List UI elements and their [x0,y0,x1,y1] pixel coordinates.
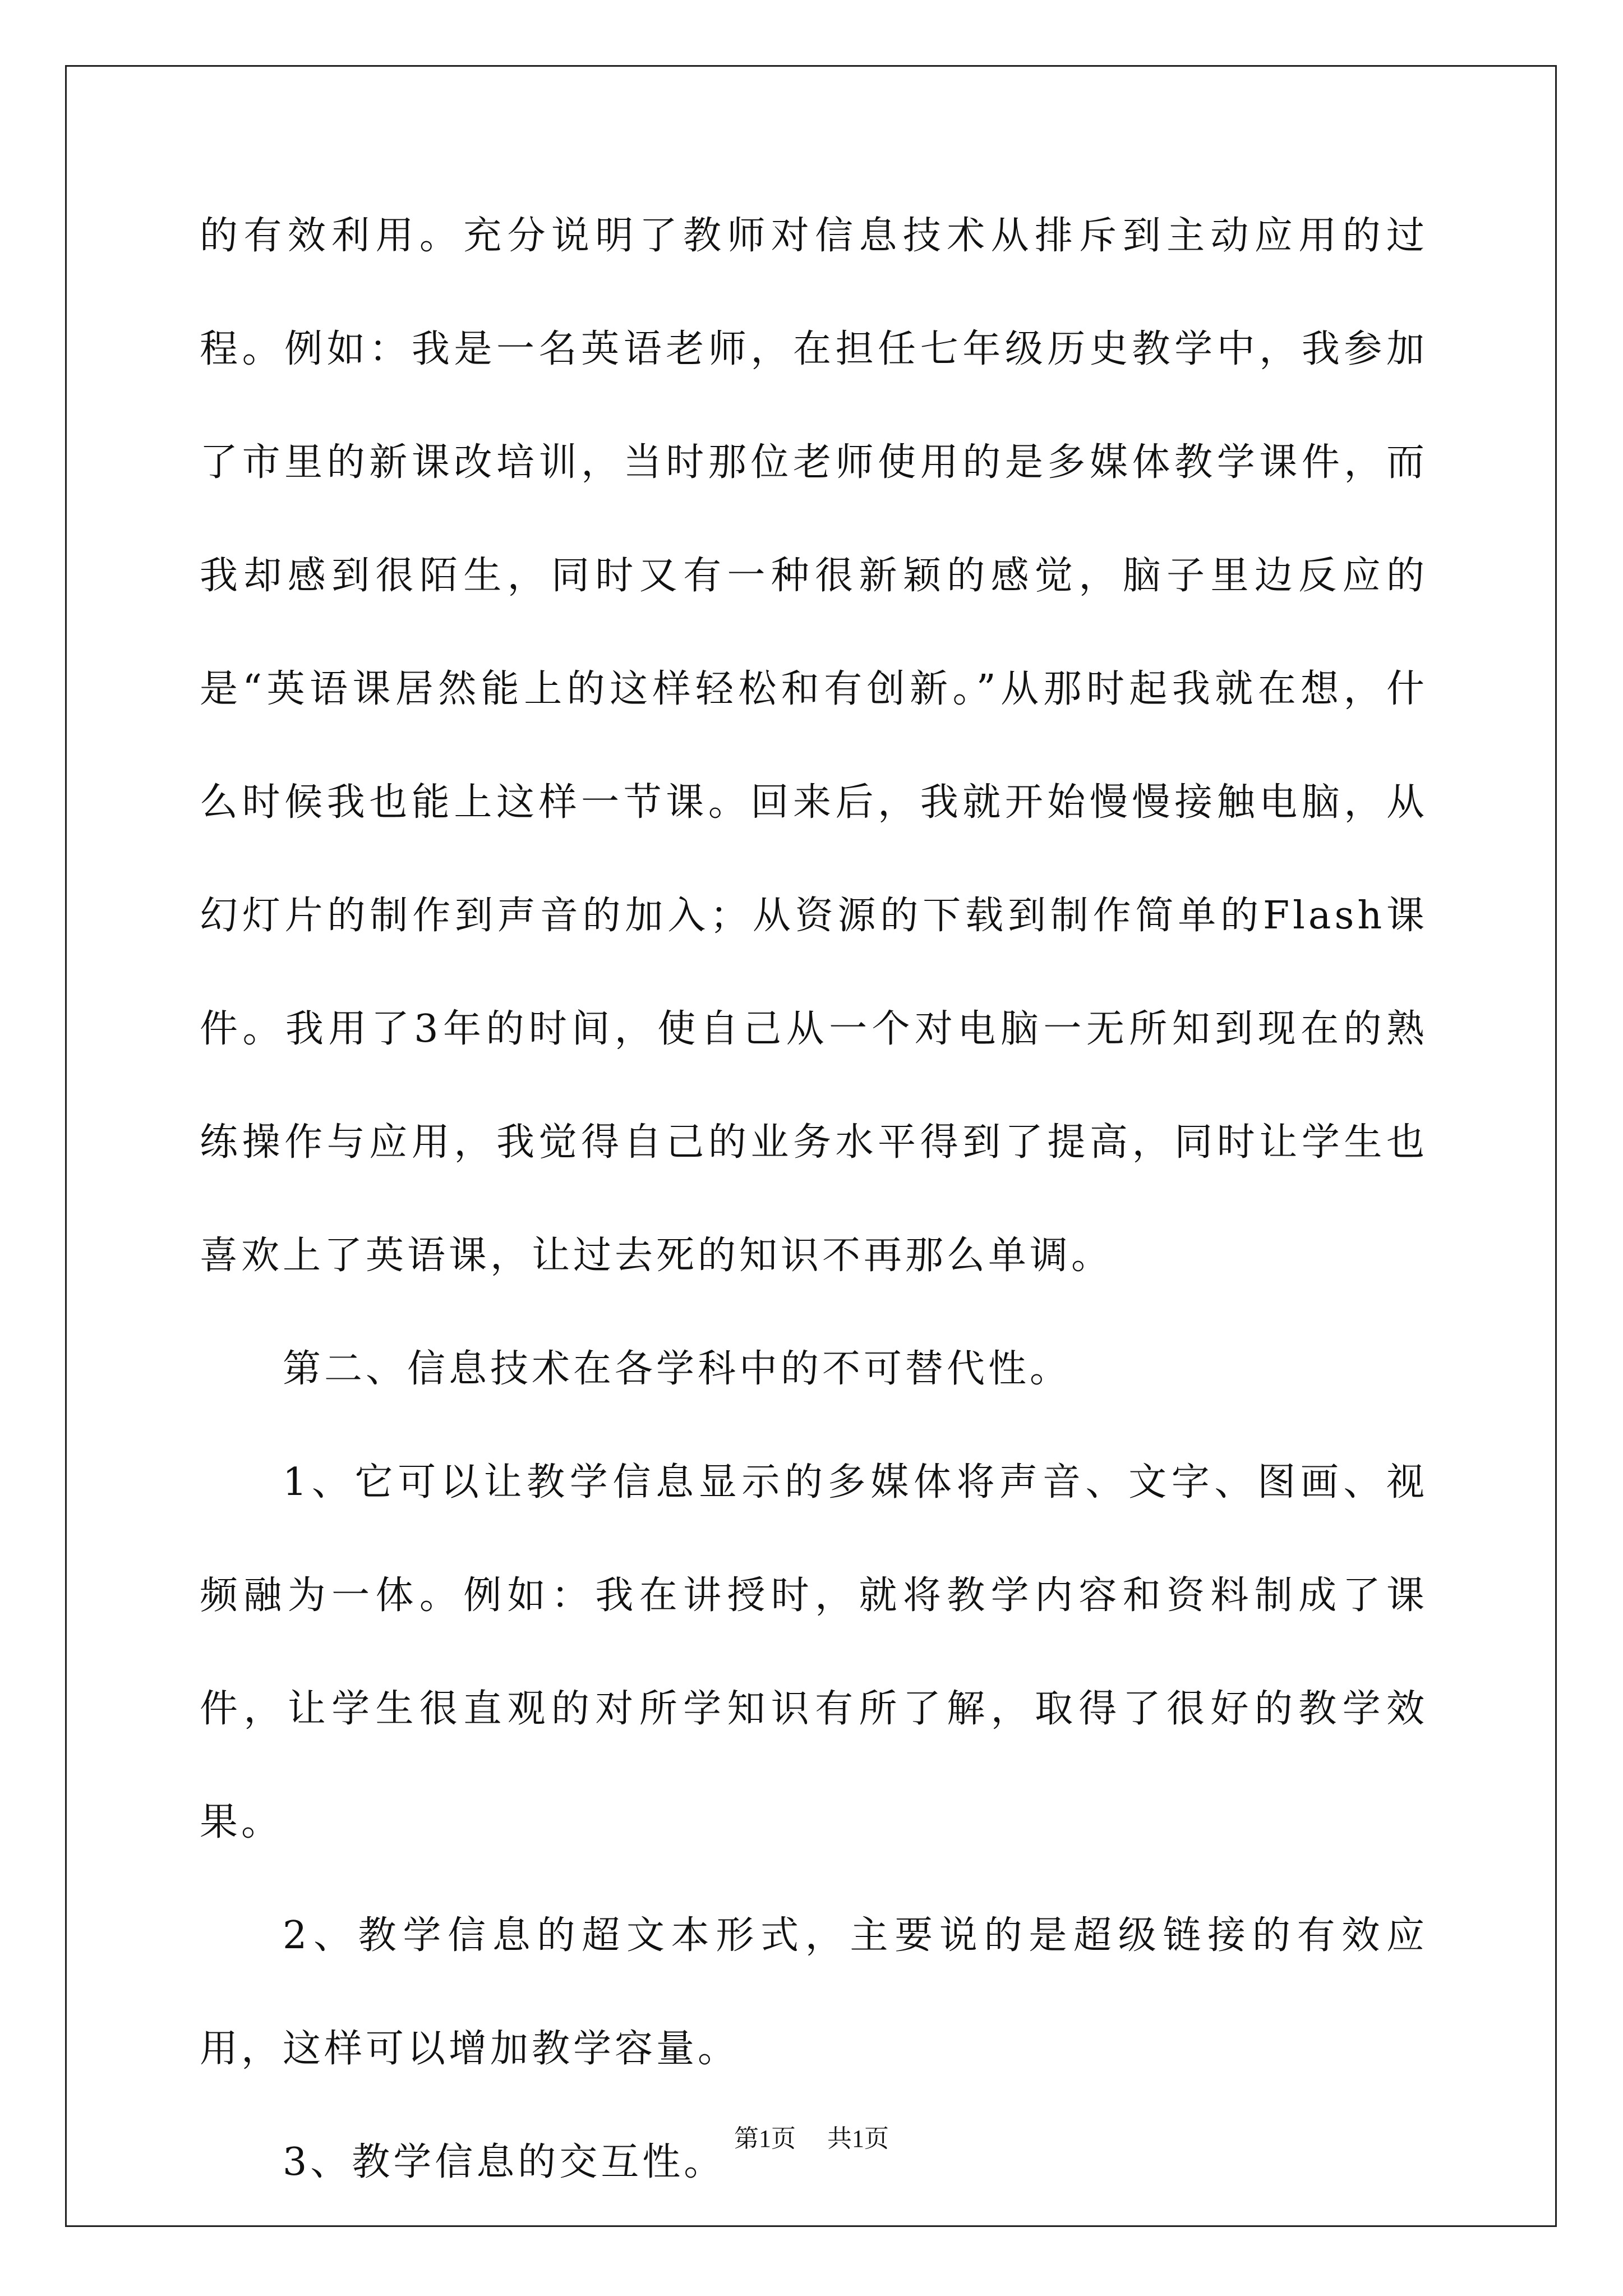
page-footer [0,2122,1623,2156]
page-total: 共1页 [827,2125,889,2152]
paragraph-item-3: 3、教学信息的交互性。 [283,2140,726,2184]
paragraph-item-1: 1、它可以让教学信息显示的多媒体将声音、文字、图画、视频融为一体。例如：我在讲授时，就将教学内容和资料制成了课件，让学生很直观的对所学知识有所了解，取得了很好的教学效果。 [200,1460,1428,1844]
paragraph-item-2: 2、教学信息的超文本形式，主要说的是超级链接的有效应用，这样可以增加教学容量。 [200,1913,1428,2071]
paragraph-continuation: 的有效利用。充分说明了教师对信息技术从排斥到主动应用的过程。例如：我是一名英语老师，在担任七年级历史教学中，我参加了市里的新课改培训，当时那位老师使用的是多媒体教学课件，而我却感到很陌生，同时又有一种很新颖的感觉，脑子里边反应的是“英语课居然能上的这样轻松和有创新。”从那时起我就在想，什么时候我也能上这样一节课。回来后，我就开始慢慢接触电脑，从幻灯片的制作到声音的加入；从资源的下载到制作简单的Flash课件。我用了3年的时间，使自己从一个对电脑一无所知到现在的熟练操作与应用，我觉得自己的业务水平得到了提高，同时让学生也喜欢上了英语课，让过去死的知识不再那么单调。 [200,214,1428,1278]
page-number: 第1页 [734,2125,796,2152]
paragraph-section-heading: 第二、信息技术在各学科中的不可替代性。 [283,1347,1072,1391]
document-body [200,180,1428,2219]
